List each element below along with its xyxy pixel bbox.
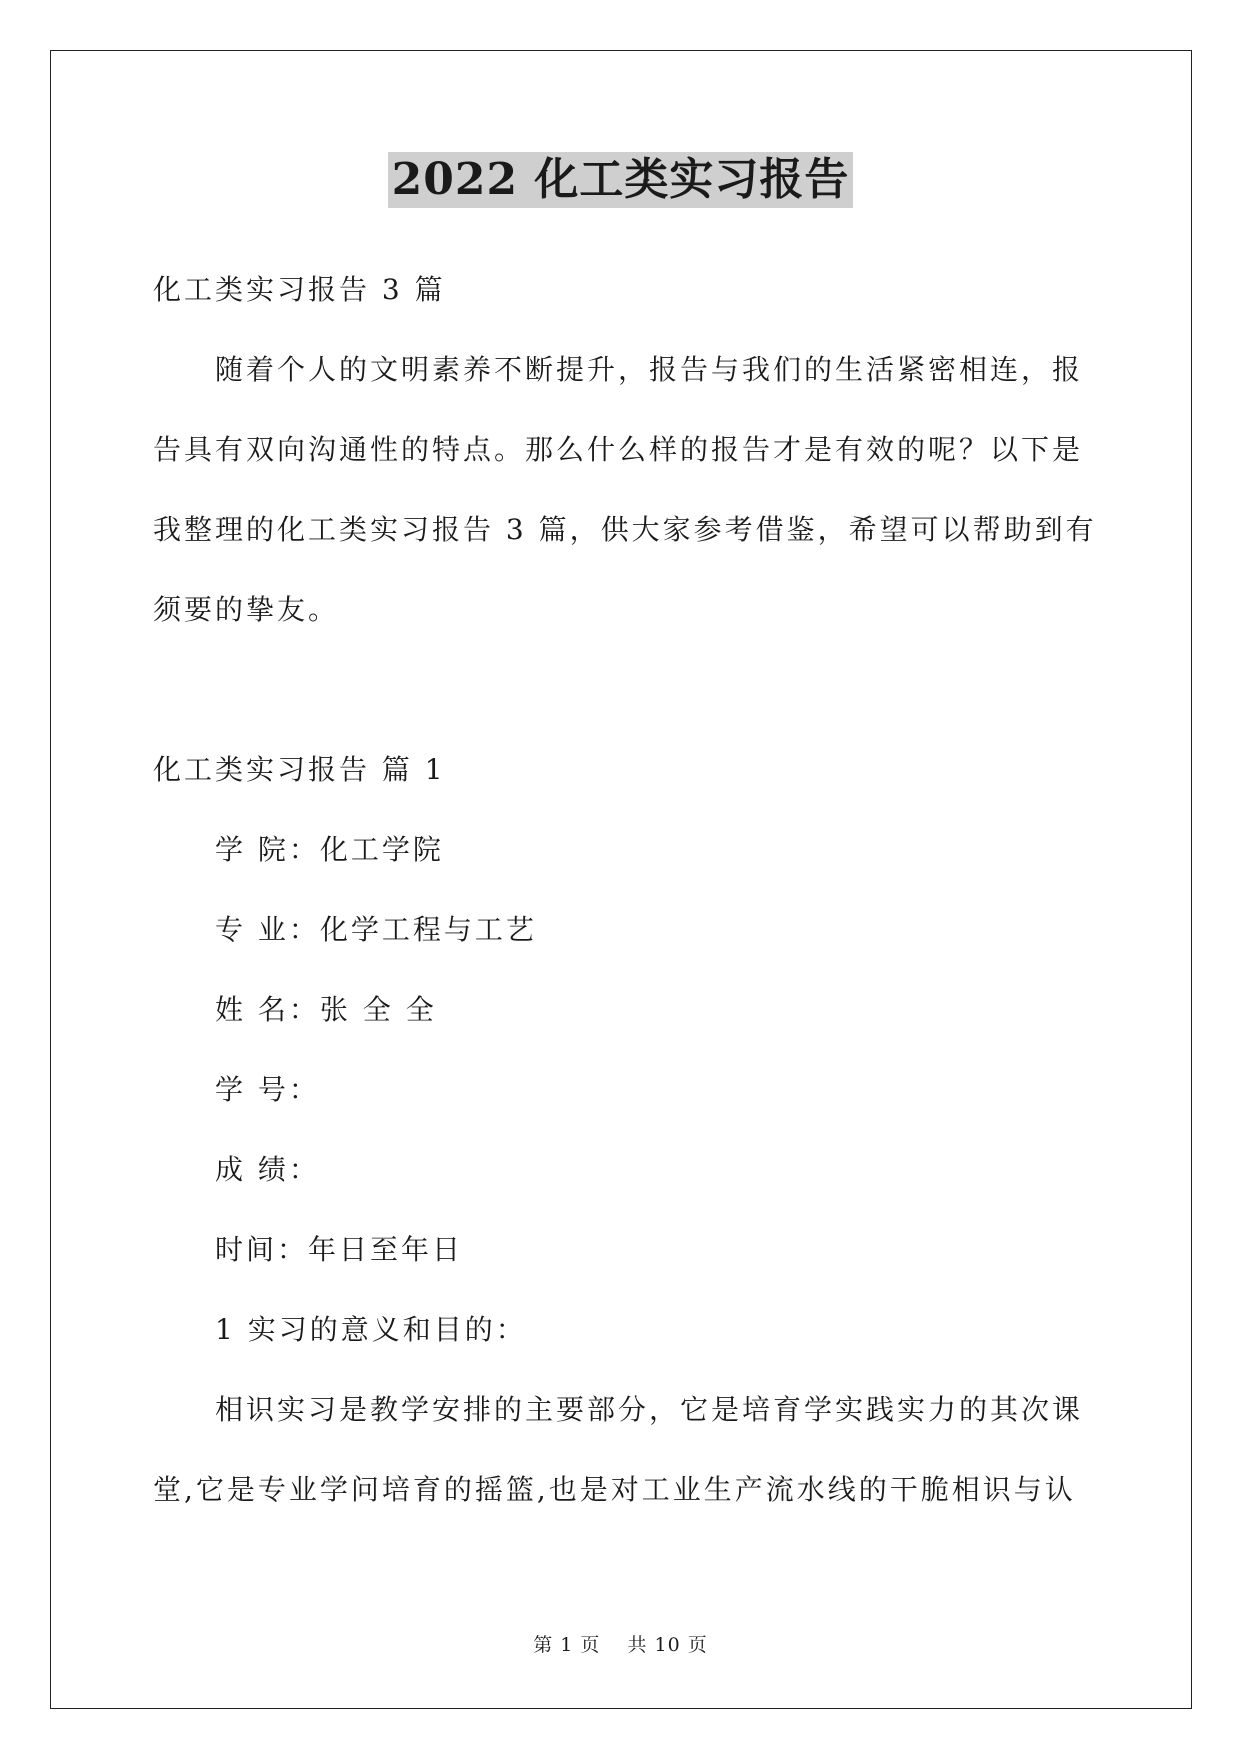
field-major: 专 业：化学工程与工艺 <box>215 913 537 946</box>
document-title: 2022 化工类实习报告 <box>388 152 854 208</box>
title-container <box>0 152 1241 208</box>
intro-line-4: 须要的挚友。 <box>153 593 340 626</box>
intro-line-1: 随着个人的文明素养不断提升，报告与我们的生活紧密相连，报 <box>215 353 1084 386</box>
field-name: 姓 名：张 全 全 <box>215 993 437 1026</box>
field-college: 学 院：化工学院 <box>215 833 444 866</box>
subtitle: 化工类实习报告 3 篇 <box>153 273 446 306</box>
page-total: 共 10 页 <box>627 1634 708 1656</box>
body-line-1: 相识实习是教学安排的主要部分，它是培育学实践实力的其次课 <box>215 1393 1084 1426</box>
page-footer <box>0 1630 1241 1657</box>
field-grade: 成 绩： <box>215 1153 320 1186</box>
purpose-heading: 1 实习的意义和目的： <box>215 1313 527 1346</box>
intro-line-3: 我整理的化工类实习报告 3 篇，供大家参考借鉴，希望可以帮助到有 <box>153 513 1097 546</box>
field-student-id: 学 号： <box>215 1073 320 1106</box>
intro-line-2: 告具有双向沟通性的特点。那么什么样的报告才是有效的呢？以下是 <box>153 433 1084 466</box>
page-number: 第 1 页 <box>533 1634 601 1656</box>
body-line-2: 堂,它是专业学问培育的摇篮,也是对工业生产流水线的干脆相识与认 <box>153 1473 1076 1506</box>
section-heading: 化工类实习报告 篇 1 <box>153 753 446 786</box>
field-time: 时间：年日至年日 <box>215 1233 464 1266</box>
